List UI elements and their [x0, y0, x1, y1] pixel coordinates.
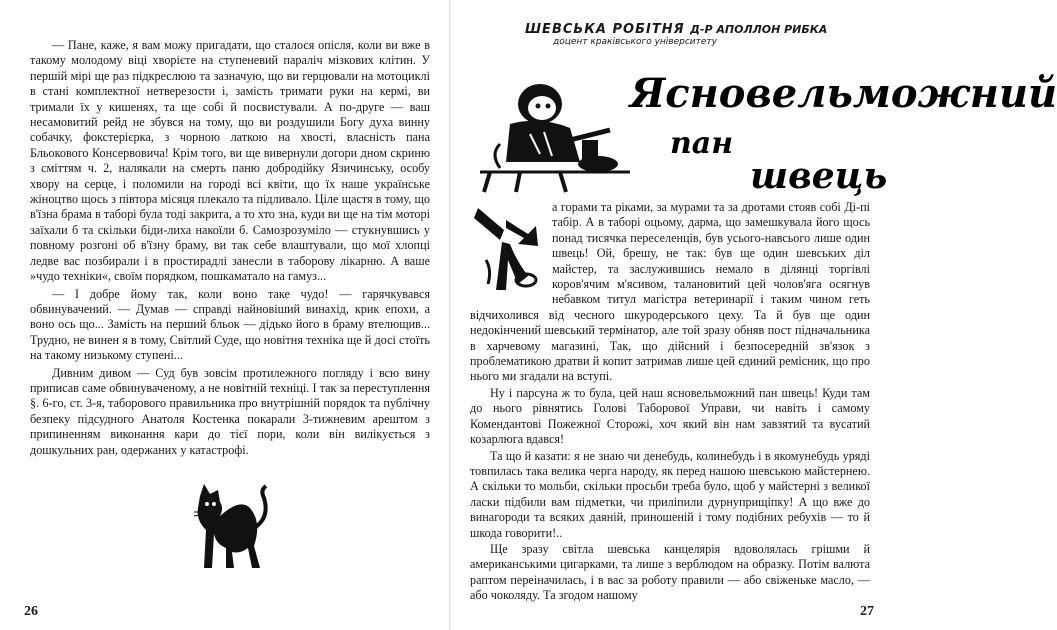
black-cat-illustration [180, 468, 270, 578]
story-title-line3: швець [750, 155, 888, 197]
left-paragraph-3: Дивним дивом — Суд був зовсім протилежного погляду і всю вину приписав саме обвинуваченому, а не новітній техніці. І так за переступлення §. 6-го, ст. 3-я, таборового правильника про внутрішній порядок та публічну безпеку підсудного Анатоля Костенка покарали 3-тижневим арештом з припиненням виконання кари до тієї пори, коли він вилікується з дошкульних ран, одержаних у катастрофі. [30, 365, 430, 457]
right-paragraph-2: Ну і парсуна ж то була, цей наш ясновельможний пан швець! Куди там до нього рівнятись Голові Таборової Управи, чи навіть і самому Комендантові Пожежної Сторожі, хоч який він нам завзятий та вусатий козарлюга вдався! [470, 385, 870, 447]
author-role: доцент краківського університету [553, 37, 717, 47]
left-paragraph-1: — Пане, каже, я вам можу пригадати, що сталося опісля, коли ви вже в такому молодому віці хворієте на ступеневий параліч мізкових клітин. У першій мірі ще раз підкреслюю та зазначую, що ви герцювали на мотоциклі в стані комплектної нетверезости і, замість тримати руки на кермі, ви тримали їх у кишенях, та ще собі й посвистували. А по-друге — ваш несамовитий рейд не збувся на тому, що ви роздушили Богу духа винну собачку, фокстерієрка, з чорною латкою на хвості, власність пана Бльокового Консервовича! Крім того, ви ще вивернули догори дном скриню з сміттям ч. 2, налякали на смерть паню добродійку Язичинську, особу хвору на серце, і поломили на городі всі квіти, що їх наше українське жіноцтво щось з півтора місяця плекало та підливало. Ціле щастя в тому, що в'їзна брама в таборі була тоді закрита, а то хто зна, куди ви ще на тім моторі заїхали б та скільки біди-лиха накоїли б. Самозрозуміло — стукнувшись у повному розгоні об в'їзну браму, ви так себе влаштували, що мої хлопці ледве вас позбирали і в простирадлі занесли в таборову лікарню. А ваше »чудо техніки«, своїм порядком, пошкаматало на гамуз... [30, 38, 430, 284]
page-number-left: 26 [24, 604, 38, 619]
right-page [450, 0, 1057, 630]
column-title: ШЕВСЬКА РОБІТНЯ [525, 22, 685, 37]
left-page [0, 0, 450, 630]
page-number-right: 27 [860, 604, 874, 619]
right-paragraph-1-text: а горами та ріками, за мурами та за дротами стояв собі Ді-пі табір. А в таборі оцьому, дарма, що замешкувала його щось понад тисячка переселенців, був усього-навсього лише один швець! Ой, брешу, не так: був ще один шевських діл майстер, та заслужившись немало в ділянці торгівлі коров'ячим м'ясивом, талановитий цей чолов'яга осягнув небавком титул магістра ветеринарії і таким чином геть відчихолився від чесного шкуродерського цеху. Та й був ще один недокінчений шевський термінатор, але той зразу обняв пост підначальника в харчевому магазині, Так, що дійсний і безпосередній зв'язок з проблематикою дратви й копит затримав лише цей єдиний ремісник, що про нього ми згадали на вступі. [470, 200, 870, 384]
story-title-line1: Ясновельможний [630, 70, 1057, 117]
right-paragraph-3: Та що й казати: я не знаю чи денебудь, колинебудь і в якомунебудь уряді товпилась така велика черга народу, як перед нашою шевською майстернею. А скільки то мольби, скільки просьби треба було, щоб у майстерні з великої ласки підбили вам підметки, чи приліпили дурнуприщіпку! А що вже до винагороди та всяких даяній, приношеній і тому подібних ребухів — то й шкода говорити!.. [470, 448, 870, 540]
drop-cap-illustration [466, 200, 546, 298]
shoemaker-illustration [470, 44, 640, 194]
right-paragraph-4: Ще зразу світла шевська канцелярія вдоволялась грішми й американськими цигарками, та лише з верблюдом на образку. Потім валюта раптом переіначилась, і в вас за роботу правили — або свіженьке масло, — або чоколяду. Та згодом нашому [470, 541, 870, 603]
drop-cap [466, 200, 546, 298]
story-title [630, 70, 1057, 197]
left-paragraph-2: — І добре йому так, коли воно таке чудо! — гарячкувався обвинувачений. — Думав — справді найновіший винахід, крик епохи, а воно ось що... Замість на перший бльок — дідько його в браму втелющив... Трудно, не винен я в тому, Світлий Суде, що новітня техніка ще й досі стоїть на такому низькому ступені... [30, 286, 430, 363]
author-name: Д-Р АПОЛЛОН РИБКА [690, 23, 828, 36]
story-title-line2: пан [670, 126, 734, 161]
story-header [470, 14, 1057, 197]
